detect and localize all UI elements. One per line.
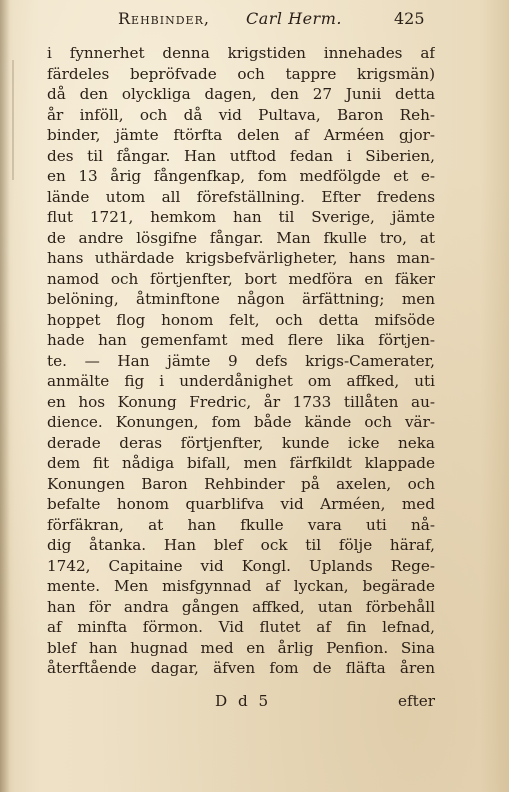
text-line: dig åtanka. Han blef ock til följe häraf, <box>47 536 435 554</box>
catchword: efter <box>398 692 435 710</box>
text-line: hade han gemenfamt med flere lika förtjen- <box>47 331 435 349</box>
margin-stain <box>12 60 14 180</box>
text-line: anmälte fig i underdånighet om affked, uti <box>47 372 435 390</box>
text-line: 1742, Capitaine vid Kongl. Uplands Rege- <box>47 556 435 575</box>
text-line: belöning, åtminftone någon ärfättning; men <box>47 290 435 308</box>
text-line: förfäkran, at han fkulle vara uti nå- <box>47 515 435 534</box>
text-line: hoppet flog honom felt, och detta mifsöde <box>47 310 435 329</box>
text-line: en hos Konung Fredric, år 1733 tillåten au- <box>47 392 435 411</box>
page-number: 425 <box>394 9 425 28</box>
text-line: de andre lösgifne fångar. Man fkulle tro, at <box>47 228 435 247</box>
text-line: derade deras förtjenfter, kunde icke neka <box>47 433 435 452</box>
text-line: te. — Han jämte 9 defs krigs-Camerater, <box>47 351 435 370</box>
text-line: namod och förtjenfter, bort medföra en fäker <box>47 269 435 288</box>
header-subtitle: Carl Herm. <box>246 9 342 28</box>
text-line: en 13 årig fångenfkap, fom medfölgde et e- <box>47 167 435 185</box>
text-line: des til fångar. Han utftod fedan i Siberien, <box>47 146 435 165</box>
text-line: återftående dagar, äfven fom de fläfta åren <box>47 659 435 677</box>
text-line: blef han hugnad med en årlig Penfion. Sina <box>47 638 435 657</box>
text-line: flut 1721, hemkom han til Sverige, jämte <box>47 208 435 226</box>
signature-mark: D d 5 <box>215 692 272 710</box>
text-line: binder, jämte ftörfta delen af Arméen gjor- <box>47 126 435 144</box>
text-line: af minfta förmon. Vid flutet af fin lefnad, <box>47 618 435 636</box>
text-line: då den olyckliga dagen, den 27 Junii detta <box>47 85 435 103</box>
text-line: dem fit nådiga bifall, men färfkildt klappade <box>47 454 435 472</box>
text-line: Konungen Baron Rehbinder på axelen, och <box>47 474 435 493</box>
text-line: i fynnerhet denna krigstiden innehades af <box>47 44 435 62</box>
text-line: befalte honom quarblifva vid Arméen, med <box>47 495 435 513</box>
header-title: Rehbinder, <box>118 9 210 28</box>
text-line: mente. Men misfgynnad af lyckan, begärade <box>47 577 435 595</box>
text-line: hans uthärdade krigsbefvärligheter, hans man- <box>47 249 435 267</box>
text-line: år inföll, och då vid Pultava, Baron Reh- <box>47 105 435 124</box>
text-line: dience. Konungen, fom både kände och vär- <box>47 413 435 431</box>
body-text <box>47 43 435 679</box>
running-header <box>118 9 432 33</box>
gutter-shadow <box>0 0 10 792</box>
page-footer <box>47 692 435 712</box>
text-line: färdeles bepröfvade och tappre krigsmän) <box>47 64 435 83</box>
text-line: han för andra gången affked, utan förbehåll <box>47 597 435 616</box>
text-line: lände utom all förefställning. Efter fredens <box>47 187 435 206</box>
